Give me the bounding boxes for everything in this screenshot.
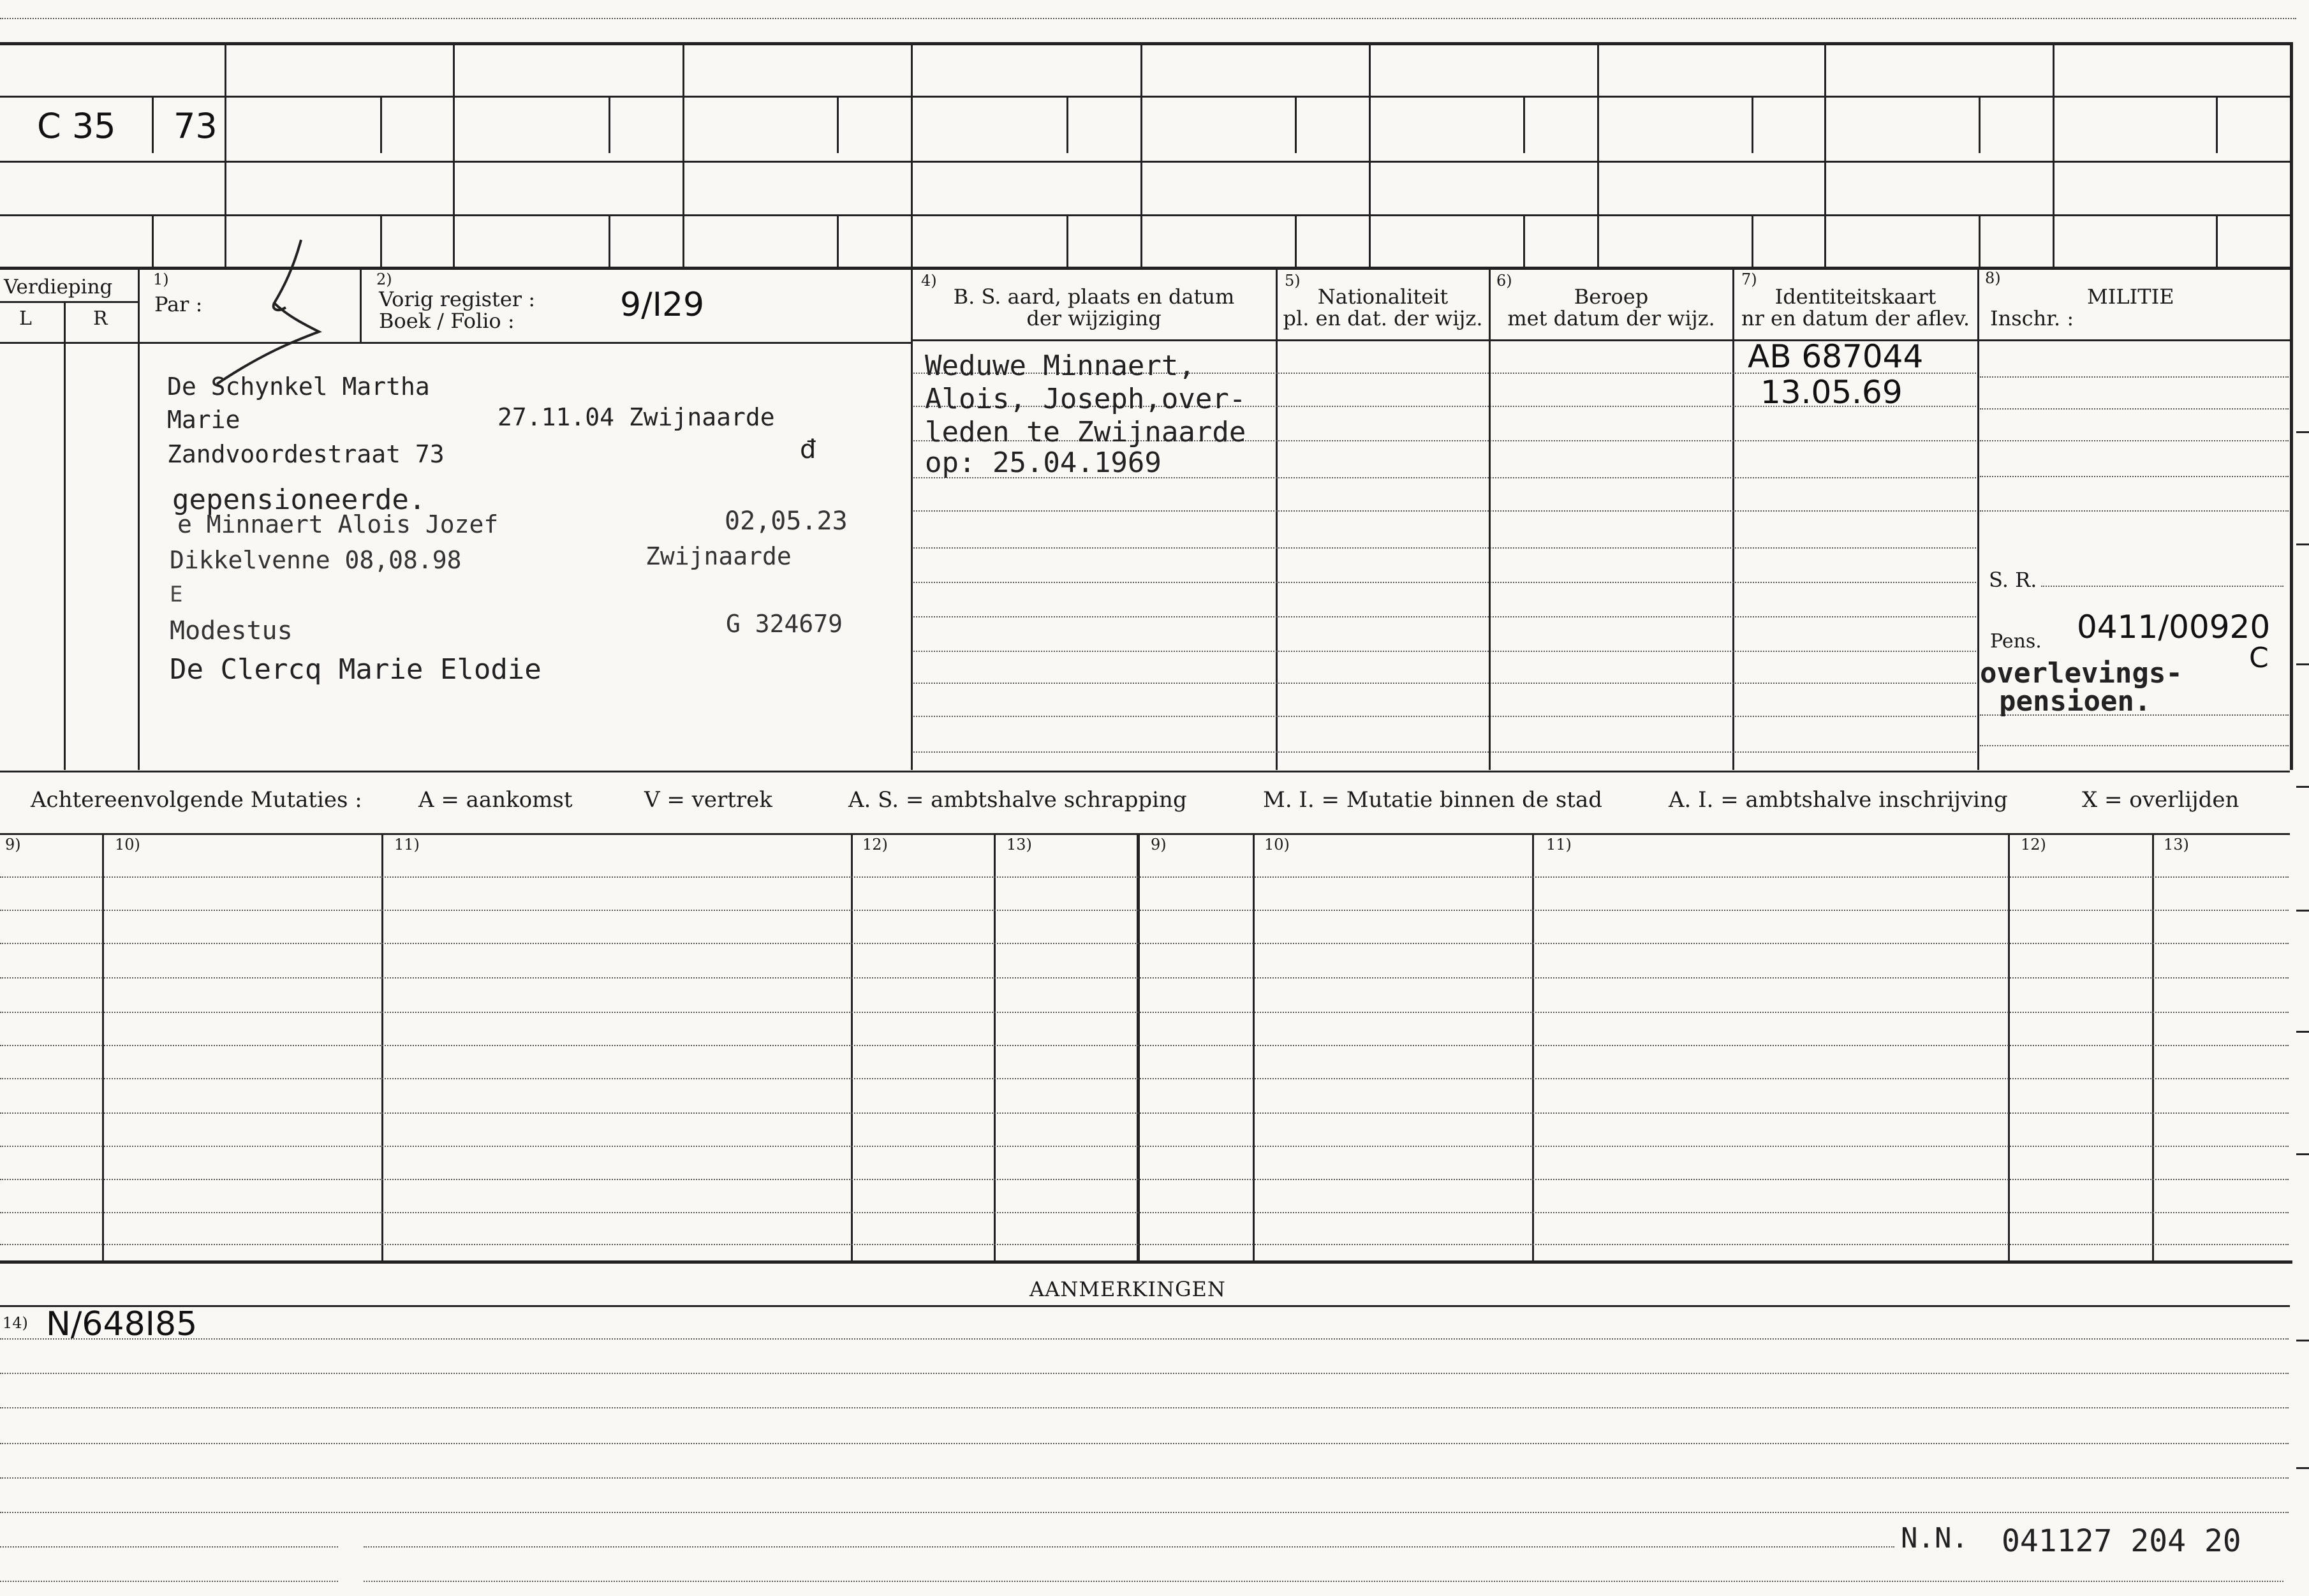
id-card-date: 13.05.69 <box>1760 374 1903 411</box>
top-edge-line <box>0 18 2296 19</box>
margin-mark <box>2296 1031 2309 1033</box>
margin-mark <box>2296 663 2309 665</box>
name-line: De Schynkel Martha <box>167 373 430 401</box>
profession-line: gepensioneerde. <box>172 484 426 516</box>
ruled-line <box>0 1045 2289 1046</box>
nationaliteit-header-line: Nationaliteit <box>1317 284 1449 309</box>
par-label: Par : <box>154 292 203 316</box>
grid-line <box>1597 42 1599 267</box>
nationaliteit-header <box>1277 286 1489 329</box>
beroep-header-line: met datum der wijz. <box>1507 306 1715 330</box>
mut-col-line <box>381 833 383 1262</box>
legend-aankomst: A = aankomst <box>418 787 573 813</box>
ruled-line <box>2041 586 2283 587</box>
ruled-line <box>1980 476 2289 477</box>
grid-line <box>152 96 154 153</box>
mut-col-number: 12) <box>862 836 888 853</box>
top-row-line <box>0 214 2290 216</box>
pens-label: Pens. <box>1990 630 2042 653</box>
col-line <box>1977 267 1979 770</box>
mut-col-number: 9) <box>5 836 21 853</box>
ruled-line <box>913 716 1976 717</box>
ruled-line <box>0 1373 2289 1374</box>
bs-entry-line: Alois, Joseph,over- <box>925 383 1246 415</box>
pension-code: C <box>2249 642 2269 674</box>
ruled-line <box>1980 408 2289 410</box>
ruled-line <box>0 1407 2289 1408</box>
grid-line <box>837 214 839 267</box>
sr-label: S. R. <box>1989 568 2037 592</box>
identiteitskaart-header-line: nr en datum der aflev. <box>1741 306 1970 330</box>
militie-header: MILITIE <box>2087 284 2174 309</box>
grid-line <box>609 96 610 153</box>
ruled-line <box>0 876 2289 878</box>
col-line <box>1732 267 1734 770</box>
register-value: 9/I29 <box>620 286 705 324</box>
birth-line: 27.11.04 Zwijnaarde <box>498 403 775 431</box>
bs-header-line: B. S. aard, plaats en datum <box>953 284 1235 309</box>
mut-col-line <box>851 833 853 1262</box>
ruled-line <box>364 1581 2283 1582</box>
mut-col-line <box>2152 833 2154 1262</box>
main-bottom-border <box>0 771 2290 772</box>
ruled-line <box>913 683 1976 684</box>
first-name-line: Marie <box>167 406 240 434</box>
field-number: 14) <box>3 1314 28 1332</box>
ruled-line <box>0 1546 338 1548</box>
margin-mark <box>2296 1467 2309 1469</box>
field-number: 8) <box>1985 269 2001 287</box>
modestus-line: Modestus <box>170 616 293 646</box>
bs-header <box>912 286 1276 329</box>
vorig-register-label: Vorig register : <box>379 287 536 311</box>
verdieping-label: Verdieping <box>4 276 113 299</box>
ruled-line <box>0 1012 2289 1013</box>
boek-folio-label: Boek / Folio : <box>379 309 515 333</box>
margin-mark <box>2296 543 2309 545</box>
mut-col-line <box>102 833 104 1262</box>
grid-line <box>2216 214 2218 267</box>
reference-number: G 324679 <box>726 610 843 638</box>
ruled-line <box>0 1244 2289 1245</box>
margin-mark <box>2296 910 2309 912</box>
legend-mutatie: M. I. = Mutatie binnen de stad <box>1263 787 1602 813</box>
field-number: 2) <box>376 270 392 288</box>
mut-col-number: 11) <box>1546 836 1572 853</box>
mut-col-line <box>994 833 996 1262</box>
field-number: 1) <box>153 270 169 288</box>
ruled-line <box>0 977 2289 979</box>
grid-line <box>225 42 226 267</box>
col-l-label: L <box>19 307 32 330</box>
mut-col-line <box>1253 833 1255 1262</box>
spouse-birth-date: 02,05.23 <box>725 506 848 536</box>
ruled-line <box>1980 440 2289 441</box>
grid-line <box>152 214 154 267</box>
grid-line <box>2216 96 2218 153</box>
bs-entry-line: leden te Zwijnaarde <box>925 416 1246 448</box>
grid-line <box>1066 96 1068 153</box>
ruled-line <box>0 1146 2289 1147</box>
margin-mark <box>2296 431 2309 433</box>
mother-line: De Clercq Marie Elodie <box>170 653 542 686</box>
col-line <box>1276 267 1278 770</box>
field-number: 7) <box>1741 270 1757 288</box>
id-card-number: AB 687044 <box>1748 338 1924 375</box>
ruled-line <box>0 910 2289 911</box>
ruled-line <box>0 943 2289 944</box>
mut-col-line <box>1137 833 1140 1262</box>
field-number: 5) <box>1285 272 1301 290</box>
grid-line <box>2053 42 2054 267</box>
grid-line <box>1752 96 1753 153</box>
grid-line <box>1066 214 1068 267</box>
ruled-line <box>0 1581 338 1582</box>
grid-line <box>1295 214 1297 267</box>
mutaties-label: Achtereenvolgende Mutaties : <box>31 787 362 813</box>
top-border <box>0 42 2290 45</box>
nn-value: 041127 204 20 <box>2002 1523 2241 1559</box>
right-border <box>2290 42 2293 268</box>
bs-entry-line: Weduwe Minnaert, <box>925 350 1195 382</box>
mut-col-number: 12) <box>2021 836 2046 853</box>
inschr-label: Inschr. : <box>1990 306 2074 330</box>
col-r-label: R <box>93 307 108 330</box>
spouse-place-line: Dikkelvenne 08,08.98 <box>170 546 462 574</box>
mut-col-line <box>2008 833 2010 1262</box>
ruled-line <box>913 651 1976 652</box>
mut-col-number: 9) <box>1151 836 1167 853</box>
ruled-line <box>913 510 1976 512</box>
mut-col-number: 11) <box>394 836 420 853</box>
grid-line <box>453 42 455 267</box>
identiteitskaart-header-line: Identiteitskaart <box>1774 284 1936 309</box>
spouse-birthplace: Zwijnaarde <box>645 542 792 570</box>
beroep-header-line: Beroep <box>1574 284 1649 309</box>
signature-mark <box>210 236 364 389</box>
header-bottom-line <box>0 342 139 344</box>
ruled-line <box>0 1338 2289 1340</box>
signature-small-mark: đ <box>800 435 816 464</box>
margin-mark <box>2296 1340 2309 1341</box>
ruled-line <box>0 1212 2289 1213</box>
legend-vertrek: V = vertrek <box>644 787 772 813</box>
pension-type-line: overlevings- <box>1980 657 2183 690</box>
grid-line <box>1140 42 1142 267</box>
mutaties-bottom-border <box>0 833 2290 835</box>
legend-schrapping: A. S. = ambtshalve schrapping <box>848 787 1187 813</box>
grid-line <box>1979 214 1981 267</box>
beroep-header <box>1490 286 1732 329</box>
ruled-line <box>913 616 1976 617</box>
field-number: 6) <box>1496 272 1512 290</box>
grid-line <box>837 96 839 153</box>
pension-type-line: pensioen. <box>1999 685 2151 718</box>
mut-col-number: 10) <box>1264 836 1290 853</box>
address-line: Zandvoordestraat 73 <box>167 440 445 468</box>
bs-header-line: der wijziging <box>1026 306 1162 330</box>
col-line <box>911 267 913 770</box>
ruled-line <box>1980 510 2289 512</box>
grid-line <box>1752 214 1753 267</box>
right-border <box>2290 267 2293 770</box>
grid-line <box>682 42 684 267</box>
ruled-line <box>1980 745 2289 746</box>
grid-line <box>380 214 382 267</box>
legend-overlijden: X = overlijden <box>2082 787 2239 813</box>
ruled-line <box>1980 376 2289 378</box>
mut-col-line <box>1532 833 1534 1262</box>
ruled-line <box>0 1477 2289 1479</box>
extra-line: E <box>170 582 183 607</box>
lr-divider <box>0 301 139 303</box>
ruled-line <box>0 1443 2289 1444</box>
top-row-line <box>0 161 2290 163</box>
top-row-line <box>0 96 2290 98</box>
remark-value: N/648I85 <box>46 1305 198 1343</box>
aanmerkingen-title: AANMERKINGEN <box>1029 1277 1226 1301</box>
ruled-line <box>0 1078 2289 1079</box>
grid-line <box>380 96 382 153</box>
field-number: 4) <box>921 272 937 290</box>
col-line <box>138 267 140 770</box>
aanmerkingen-line <box>0 1305 2290 1307</box>
grid-line <box>1369 42 1371 267</box>
ruled-line <box>913 547 1976 549</box>
ruled-line <box>364 1546 1894 1548</box>
grid-line <box>609 214 610 267</box>
grid-line <box>1824 42 1826 267</box>
pension-number: 0411/00920 <box>2077 609 2271 646</box>
grid-line <box>911 42 913 267</box>
mut-col-number: 10) <box>115 836 140 853</box>
ruled-line <box>913 751 1976 753</box>
grid-line <box>1979 96 1981 153</box>
header-bottom-line <box>911 339 2290 341</box>
col-line <box>64 301 66 770</box>
ruled-line <box>0 1112 2289 1114</box>
grid-line <box>1523 214 1525 267</box>
ruled-line <box>913 582 1976 583</box>
ruled-line <box>0 1512 2289 1513</box>
bs-entry-line: op: 25.04.1969 <box>925 447 1162 479</box>
grid-line <box>1295 96 1297 153</box>
legend-inschrijving: A. I. = ambtshalve inschrijving <box>1669 787 2008 813</box>
identiteitskaart-header <box>1734 286 1977 329</box>
margin-mark <box>2296 786 2309 788</box>
mutaties-grid-bottom <box>0 1260 2292 1264</box>
ruled-line <box>0 1179 2289 1180</box>
spouse-line: e Minnaert Alois Jozef <box>177 510 499 538</box>
card-code: C 35 <box>37 106 116 146</box>
card-number: 73 <box>173 106 218 146</box>
nationaliteit-header-line: pl. en dat. der wijz. <box>1283 306 1483 330</box>
margin-mark <box>2296 1153 2309 1155</box>
mut-col-number: 13) <box>2164 836 2189 853</box>
grid-line <box>1523 96 1525 153</box>
mut-col-number: 13) <box>1007 836 1032 853</box>
col-line <box>1489 267 1491 770</box>
nn-label: N.N. <box>1901 1522 1968 1555</box>
